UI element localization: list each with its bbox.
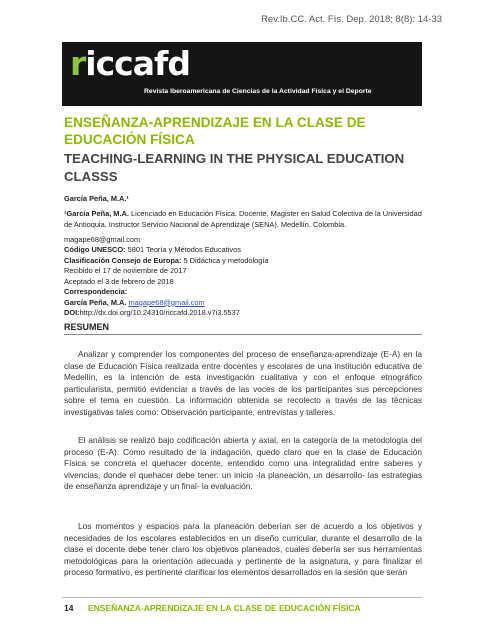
journal-subtitle: Revista Iberoamericana de Ciencias de la Actividad Física y el Deporte	[144, 88, 372, 95]
accepted-date: Aceptado el 3 de febrero de 2018	[64, 276, 174, 286]
footer-divider	[62, 597, 422, 598]
author-affiliation	[64, 208, 424, 231]
running-title: ENSEÑANZA-APRENDIZAJE EN LA CLASE DE EDUCACIÓN FÍSICA	[88, 603, 361, 613]
journal-logo	[70, 44, 190, 83]
correspondence-label: Correspondencia:	[64, 287, 128, 296]
journal-banner	[62, 42, 422, 106]
abstract-paragraph-2: El análisis se realizó bajo codificación abierta y axial, en la categoría de la metodología del proceso (E-A). Como resultado de la indagación, quedo claro que en la clase de Educación Física se concreta el quehacer docente, entendido como una integralidad entre saberes y vivencias, donde el quehacer debe tener: un inicio -la planeación, un desarrollo- las estrategias de enseñanza aprendizaje y un final- la evaluación.	[64, 435, 422, 492]
unesco-label: Código UNESCO:	[64, 245, 126, 254]
doi-label: DOI:	[64, 308, 80, 317]
affiliation-text: Licenciado en Educación Física. Docente, Magister en Salud Colectiva de la Universidad de Antioquia. Instructor Servicio Nacional de Aprendizaje (SENA). Medellín. Colombia.	[64, 208, 422, 229]
author-line: García Peña, M.A.¹	[64, 194, 129, 203]
logo-accent-letter: r	[70, 44, 86, 83]
abstract-divider	[64, 334, 422, 335]
doi-link[interactable]: http://dx.doi.org/10.24310/riccafd.2018.v7i3.5537	[79, 308, 240, 317]
abstract-heading: RESUMEN	[64, 322, 110, 332]
correspondence-email-link[interactable]: magape68@gmail.com	[128, 297, 205, 307]
unesco-code	[64, 245, 424, 256]
europe-label: Clasificación Consejo de Europa:	[64, 255, 182, 265]
correspondence-line	[64, 298, 424, 309]
page-number: 14	[64, 603, 74, 613]
correspondence-name: García Peña, M.A.	[64, 297, 127, 307]
abstract-paragraph-1: Analizar y comprender los componentes del proceso de enseñanza-aprendizaje (E-A) en la clase de Educación Física realizada entre docentes y escolares de una institución educativa de Medellín, es la intención de esta investigación cualitativa y con el enfoque etnográfico particularista, permitió evidenciar a través de las voces de los participantes sus percepciones sobre el tema en cuestión. La información obtenida se recolecto a través de las técnicas investigativas tales como: Observación participante, entrevistas y talleres.	[64, 349, 422, 417]
article-metadata	[64, 194, 424, 319]
doi-line	[64, 308, 424, 319]
affiliation-name: ¹García Peña, M.A.	[64, 208, 129, 218]
logo-text: iccafd	[85, 44, 190, 83]
abstract-paragraph-3: Los momentos y espacios para la planeación deberían ser de acuerdo a los objetivos y necesidades de los escolares establecidos en un diseño curricular, durante el desarrollo de la clase el docente debe tener claro los objetivos planeados, cuales debería ser sus herramientas metodológicas para la orientación adecuada y pertinente de la asignatura, y para finalizar el proceso formativo, es pertinente clarificar los elementos desarrollados en la sesión que serán	[64, 521, 422, 578]
article-title-english: TEACHING-LEARNING IN THE PHYSICAL EDUCATION CLASSS	[64, 151, 405, 184]
author-email: magape68@gmail.com	[64, 234, 141, 244]
journal-citation: Rev.Ib.CC. Act. Fís. Dep. 2018; 8(8): 14-33	[261, 14, 442, 25]
europe-classification	[64, 256, 424, 267]
europe-value: 5 Didáctica y metodología	[181, 255, 269, 265]
received-date: Recibido el 17 de noviembre de 2017	[64, 266, 187, 275]
unesco-value: 5801 Teoría y Métodos Educativos	[125, 245, 241, 254]
article-title-spanish: ENSEÑANZA-APRENDIZAJE EN LA CLASE DE EDUCACIÓN FÍSICA	[64, 115, 366, 147]
